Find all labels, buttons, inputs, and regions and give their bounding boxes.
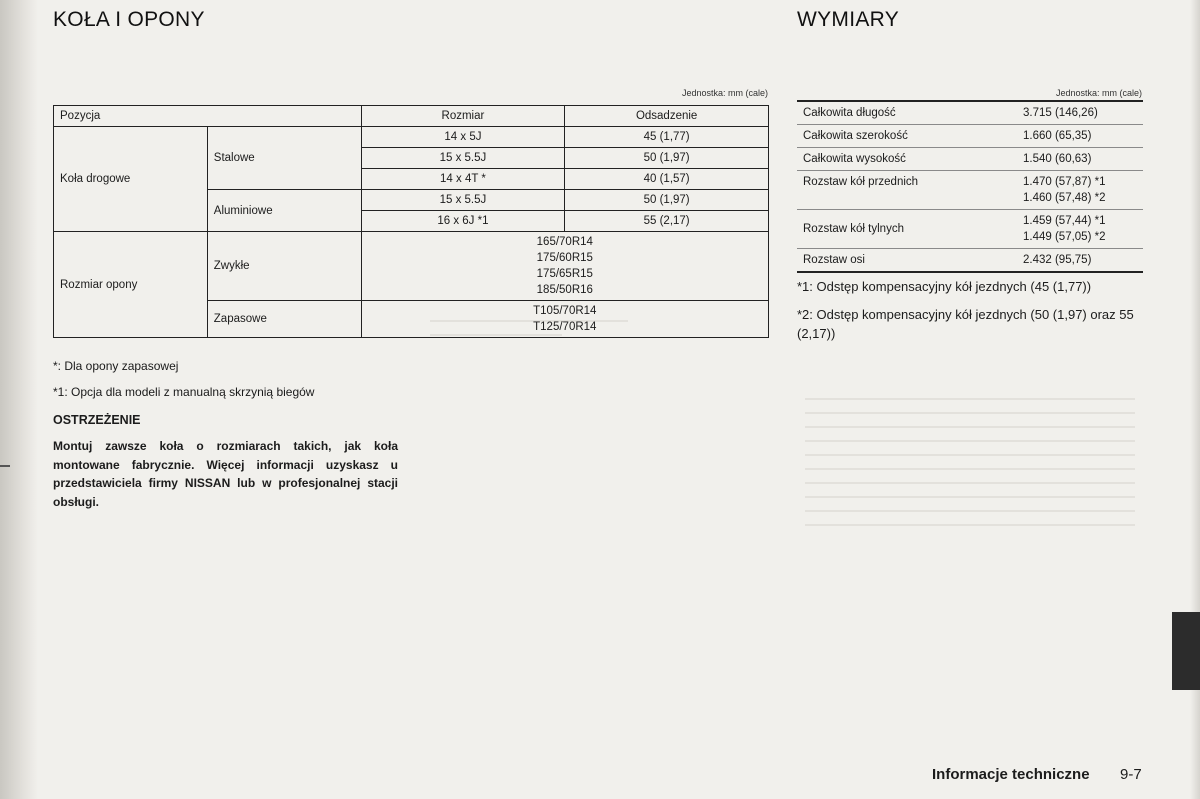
- road-wheels-cell: Koła drogowe: [54, 127, 208, 232]
- dimension-label: Rozstaw osi: [803, 254, 865, 266]
- spare-tires-cell: Zapasowe: [207, 301, 361, 338]
- header-offset: Odsadzenie: [565, 106, 769, 127]
- wheel-size-cell: 16 x 6J *1: [361, 211, 565, 232]
- dimension-value: 1.470 (57,87) *1: [1023, 176, 1106, 188]
- wheels-table: [53, 105, 769, 338]
- footer-section-name: Informacje techniczne: [932, 766, 1090, 783]
- table-row: [797, 148, 1143, 171]
- table-row: [797, 249, 1143, 272]
- tire-size: 165/70R14: [536, 236, 593, 248]
- table-row: [797, 102, 1143, 125]
- note-spare: *: Dla opony zapasowej: [53, 359, 179, 373]
- footer-page-number: 9-7: [1120, 766, 1142, 783]
- dimension-label: Całkowita wysokość: [803, 153, 906, 165]
- table-row: [54, 232, 769, 301]
- dimension-value: 2.432 (95,75): [1023, 254, 1092, 266]
- wheels-tires-title: KOŁA I OPONY: [53, 8, 205, 31]
- dimension-label: Rozstaw kół przednich: [803, 176, 919, 188]
- wheel-size-cell: 14 x 5J: [361, 127, 565, 148]
- tire-size: T105/70R14: [533, 305, 597, 317]
- normal-tires-cell: Zwykłe: [207, 232, 361, 301]
- bleed-through-lines: [805, 398, 1135, 538]
- dimensions-footnote-1: *1: Odstęp kompensacyjny kół jezdnych (45 (1,77)): [797, 279, 1092, 294]
- tire-size: 185/50R16: [536, 284, 593, 296]
- wheel-size-cell: 14 x 4T *: [361, 169, 565, 190]
- table-row: [797, 171, 1143, 210]
- header-size: Rozmiar: [361, 106, 565, 127]
- spare-tire-sizes: [361, 301, 768, 338]
- note-manual: *1: Opcja dla modeli z manualną skrzynią biegów: [53, 385, 315, 399]
- dimensions-unit-label: Jednostka: mm (cale): [1055, 88, 1142, 98]
- dimension-label: Rozstaw kół tylnych: [803, 223, 904, 235]
- wheel-size-cell: 15 x 5.5J: [361, 148, 565, 169]
- dimension-label: Całkowita długość: [803, 107, 896, 119]
- dimension-label: Całkowita szerokość: [803, 130, 908, 142]
- dimensions-title: WYMIARY: [797, 8, 900, 31]
- wheel-size-cell: 15 x 5.5J: [361, 190, 565, 211]
- chapter-tab: [1172, 612, 1200, 690]
- wheel-offset-cell: 50 (1,97): [565, 190, 769, 211]
- tire-size: 175/65R15: [536, 268, 593, 280]
- table-row: [797, 210, 1143, 249]
- dimensions-table: [797, 100, 1143, 273]
- warning-title: OSTRZEŻENIE: [53, 413, 141, 427]
- header-position: Pozycja: [54, 106, 362, 127]
- dimension-value: 1.449 (57,05) *2: [1023, 231, 1106, 243]
- wheels-unit-label: Jednostka: mm (cale): [681, 88, 768, 98]
- dimension-value: 1.660 (65,35): [1023, 130, 1092, 142]
- tire-size: T125/70R14: [533, 321, 597, 333]
- dimension-value: 1.540 (60,63): [1023, 153, 1092, 165]
- dimension-value: 1.459 (57,44) *1: [1023, 215, 1106, 227]
- wheel-offset-cell: 45 (1,77): [565, 127, 769, 148]
- dimensions-footnote-2: *2: Odstęp kompensacyjny kół jezdnych (50 (1,97) oraz 55 (2,17)): [797, 307, 1134, 341]
- aluminium-cell: Aluminiowe: [207, 190, 361, 232]
- wheel-offset-cell: 50 (1,97): [565, 148, 769, 169]
- dimension-value: 1.460 (57,48) *2: [1023, 192, 1106, 204]
- dimension-value: 3.715 (146,26): [1023, 107, 1098, 119]
- table-row: [797, 125, 1143, 148]
- warning-text: Montuj zawsze koła o rozmiarach takich, jak koła montowane fabrycznie. Więcej informacji uzyskasz u przedstawiciela firmy NISSAN lub w profesjonalnej stacji obsługi.: [53, 439, 398, 509]
- steel-cell: Stalowe: [207, 127, 361, 190]
- normal-tire-sizes: [361, 232, 768, 301]
- table-row: [54, 127, 769, 148]
- page-left-edge: [0, 0, 38, 799]
- tire-size-cell: Rozmiar opony: [54, 232, 208, 338]
- tire-size: 175/60R15: [536, 252, 593, 264]
- page-left-mark: [0, 465, 10, 467]
- wheel-offset-cell: 55 (2,17): [565, 211, 769, 232]
- table-header-row: [54, 106, 769, 127]
- wheel-offset-cell: 40 (1,57): [565, 169, 769, 190]
